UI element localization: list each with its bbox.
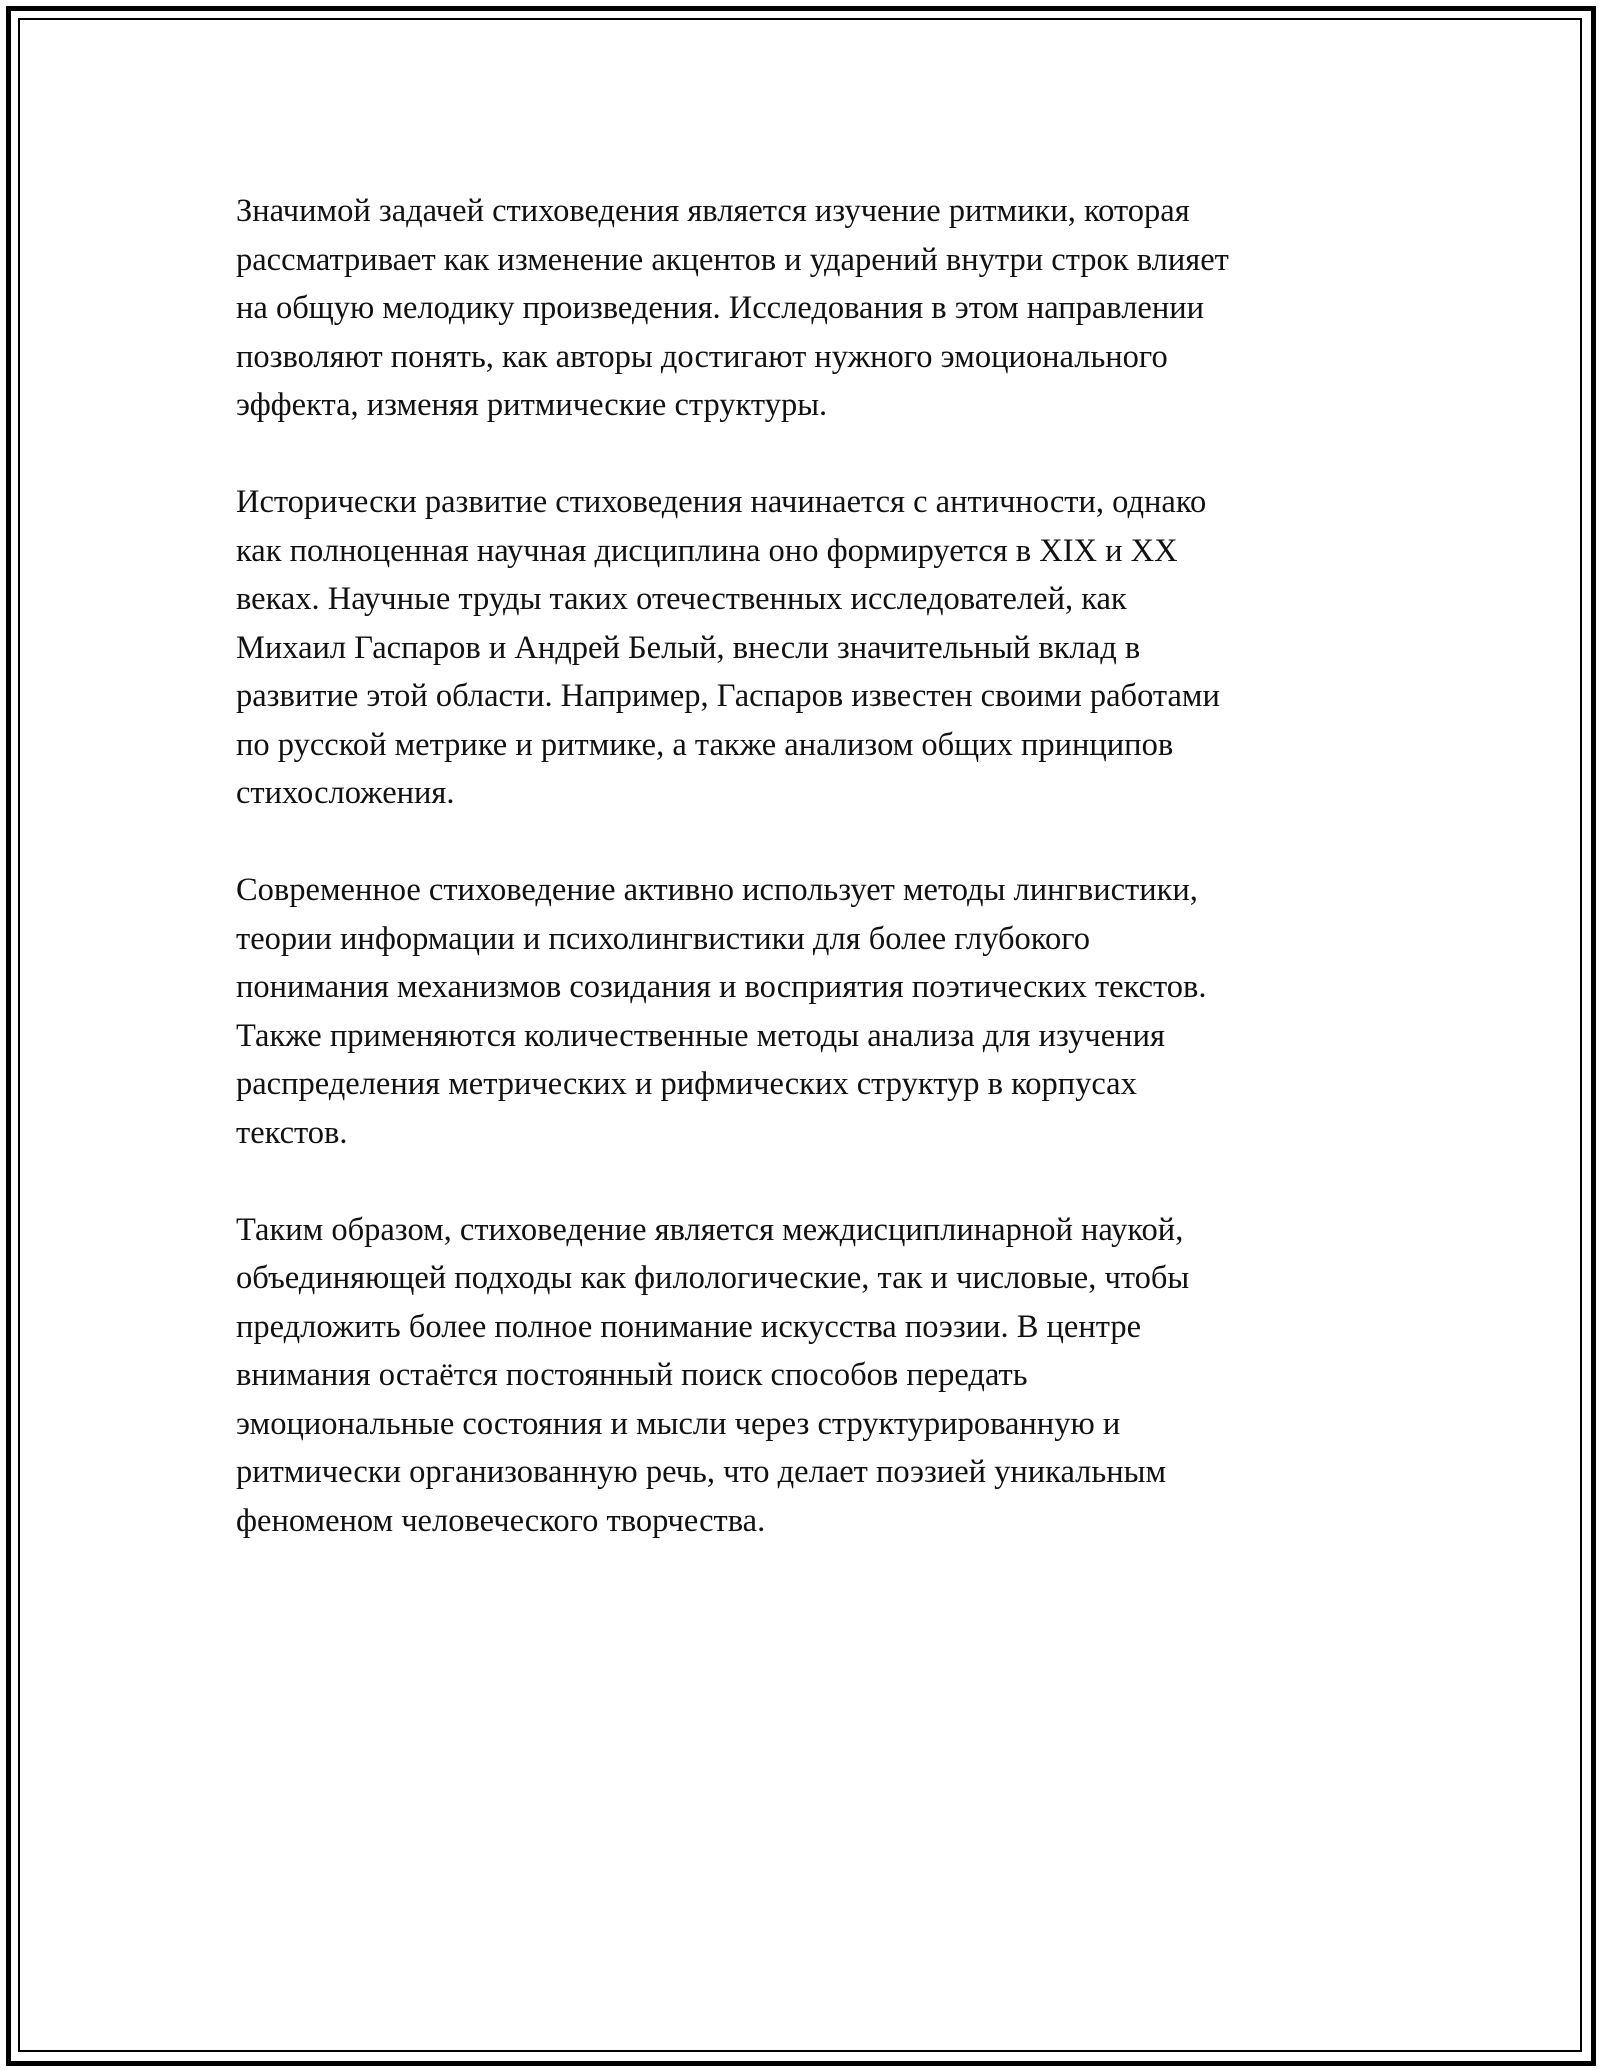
paragraph-line: на общую мелодику произведения. Исследования в этом направлении <box>236 290 1205 326</box>
paragraph-1 <box>236 187 1386 430</box>
paragraph-line: Современное стиховедение активно использует методы лингвистики, <box>236 872 1198 908</box>
paragraph-line: Также применяются количественные методы анализа для изучения <box>236 1017 1165 1054</box>
paragraph-4 <box>236 1206 1386 1546</box>
paragraph-line: эмоциональные состояния и мысли через структурированную и <box>236 1405 1121 1442</box>
paragraph-line: понимания механизмов созидания и восприятия поэтических текстов. <box>236 969 1207 1005</box>
paragraph-spacer <box>236 818 1386 867</box>
paragraph-line: текстов. <box>236 1114 348 1151</box>
paragraph-line: развитие этой области. Например, Гаспаров известен своими работами <box>236 678 1220 714</box>
paragraph-line: по русской метрике и ритмике, а также анализом общих принципов <box>236 726 1174 763</box>
paragraph-line: как полноценная научная дисциплина оно формируется в XIX и XX <box>236 532 1178 569</box>
paragraph-line: Таким образом, стиховедение является междисциплинарной наукой, <box>236 1211 1184 1248</box>
paragraph-line: Исторически развитие стиховедения начинается с античности, однако <box>236 484 1207 520</box>
paragraph-2 <box>236 478 1386 818</box>
paragraph-spacer <box>236 1157 1386 1206</box>
paragraph-line: позволяют понять, как авторы достигают нужного эмоционального <box>236 338 1168 375</box>
paragraph-line: Михаил Гаспаров и Андрей Белый, внесли значительный вклад в <box>236 629 1141 666</box>
paragraph-line: рассматривает как изменение акцентов и ударений внутри строк влияет <box>236 241 1229 278</box>
paragraph-3 <box>236 866 1386 1157</box>
paragraph-line: теории информации и психолингвистики для более глубокого <box>236 920 1090 957</box>
paragraph-line: распределения метрических и рифмических структур в корпусах <box>236 1066 1137 1102</box>
paragraph-line: эффекта, изменяя ритмические структуры. <box>236 387 828 423</box>
paragraph-line: ритмически организованную речь, что делает поэзией уникальным <box>236 1454 1167 1490</box>
paragraph-line: внимания остаётся постоянный поиск способов передать <box>236 1357 1028 1393</box>
paragraph-line: предложить более полное понимание искусства поэзии. В центре <box>236 1308 1142 1345</box>
paragraph-line: Значимой задачей стиховедения является изучение ритмики, которая <box>236 193 1190 229</box>
paragraph-line: объединяющей подходы как филологические, так и числовые, чтобы <box>236 1260 1190 1296</box>
paragraph-line: стихосложения. <box>236 775 455 811</box>
document-body <box>236 187 1386 1545</box>
paragraph-spacer <box>236 430 1386 479</box>
paragraph-line: феноменом человеческого творчества. <box>236 1502 766 1539</box>
paragraph-line: веках. Научные труды таких отечественных исследователей, как <box>236 581 1127 617</box>
